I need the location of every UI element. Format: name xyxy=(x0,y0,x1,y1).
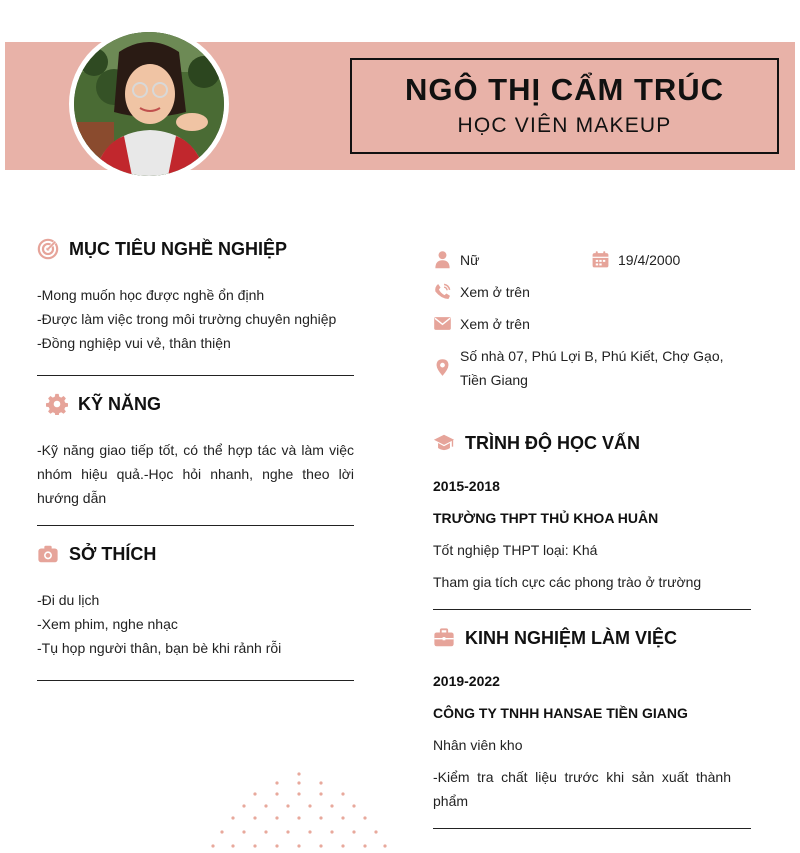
phone-row xyxy=(433,280,530,304)
education-title: TRÌNH ĐỘ HỌC VẤN xyxy=(465,432,640,453)
divider xyxy=(37,375,354,376)
objective-title: MỤC TIÊU NGHỀ NGHIỆP xyxy=(69,238,288,259)
person-icon xyxy=(433,250,452,269)
address-value: Số nhà 07, Phú Lợi B, Phú Kiết, Chợ Gạo, Tiền Giang xyxy=(460,348,724,388)
location-pin-icon xyxy=(433,358,452,377)
education-result: Tốt nghiệp THPT loại: Khá xyxy=(433,542,598,558)
list-item: -Tụ họp người thân, bạn bè khi rảnh rỗi xyxy=(37,640,282,656)
candidate-role: HỌC VIÊN MAKEUP xyxy=(457,114,672,137)
phone-value: Xem ở trên xyxy=(460,284,530,300)
phone-icon xyxy=(433,282,452,301)
skills-title: KỸ NĂNG xyxy=(78,393,162,414)
avatar xyxy=(69,27,229,181)
divider xyxy=(433,828,751,829)
decorative-dot-pattern xyxy=(205,770,395,853)
objective-heading xyxy=(37,238,287,260)
experience-title: KINH NGHIỆM LÀM VIỆC xyxy=(465,627,678,648)
divider xyxy=(433,609,751,610)
skills-heading xyxy=(46,393,161,415)
divider xyxy=(37,680,354,681)
list-item: -Đồng nghiệp vui vẻ, thân thiện xyxy=(37,335,231,351)
hobbies-heading xyxy=(37,543,156,565)
experience-period: 2019-2022 xyxy=(433,673,500,689)
company-name: CÔNG TY TNHH HANSAE TIỀN GIANG xyxy=(433,705,688,721)
experience-heading xyxy=(433,627,677,649)
graduation-cap-icon xyxy=(433,432,455,454)
list-item: -Được làm việc trong môi trường chuyên nghiệp xyxy=(37,311,337,327)
dob-row xyxy=(591,248,680,272)
calendar-icon xyxy=(591,250,610,269)
dob-value: 19/4/2000 xyxy=(618,252,681,268)
education-heading xyxy=(433,432,640,454)
divider xyxy=(37,525,354,526)
list-item: -Xem phim, nghe nhạc xyxy=(37,616,178,632)
skills-text: -Kỹ năng giao tiếp tốt, có thể hợp tác và làm việc nhóm hiệu quả.-Học hỏi nhanh, nghe theo lời hướng dẫn xyxy=(37,442,354,506)
job-task: -Kiểm tra chất liệu trước khi sản xuất thành phẩm xyxy=(433,769,731,809)
briefcase-icon xyxy=(433,627,455,649)
profile-photo xyxy=(74,32,224,176)
list-item: -Mong muốn học được nghề ổn định xyxy=(37,287,265,303)
name-box xyxy=(350,58,779,154)
education-activity: Tham gia tích cực các phong trào ở trường xyxy=(433,574,702,590)
address-row xyxy=(433,344,743,392)
envelope-icon xyxy=(433,314,452,333)
email-value: Xem ở trên xyxy=(460,316,530,332)
list-item: -Đi du lịch xyxy=(37,592,100,608)
camera-icon xyxy=(37,543,59,565)
candidate-name: NGÔ THỊ CẨM TRÚC xyxy=(404,72,725,107)
gender-value: Nữ xyxy=(460,252,480,268)
school-name: TRƯỜNG THPT THỦ KHOA HUÂN xyxy=(433,510,659,526)
email-row xyxy=(433,312,530,336)
hobbies-title: SỞ THÍCH xyxy=(69,543,157,564)
hobbies-list xyxy=(37,588,357,660)
target-icon xyxy=(37,238,59,260)
job-position: Nhân viên kho xyxy=(433,737,523,753)
gender-row xyxy=(433,248,479,272)
gear-icon xyxy=(46,393,68,415)
objective-list xyxy=(37,283,357,355)
education-period: 2015-2018 xyxy=(433,478,500,494)
